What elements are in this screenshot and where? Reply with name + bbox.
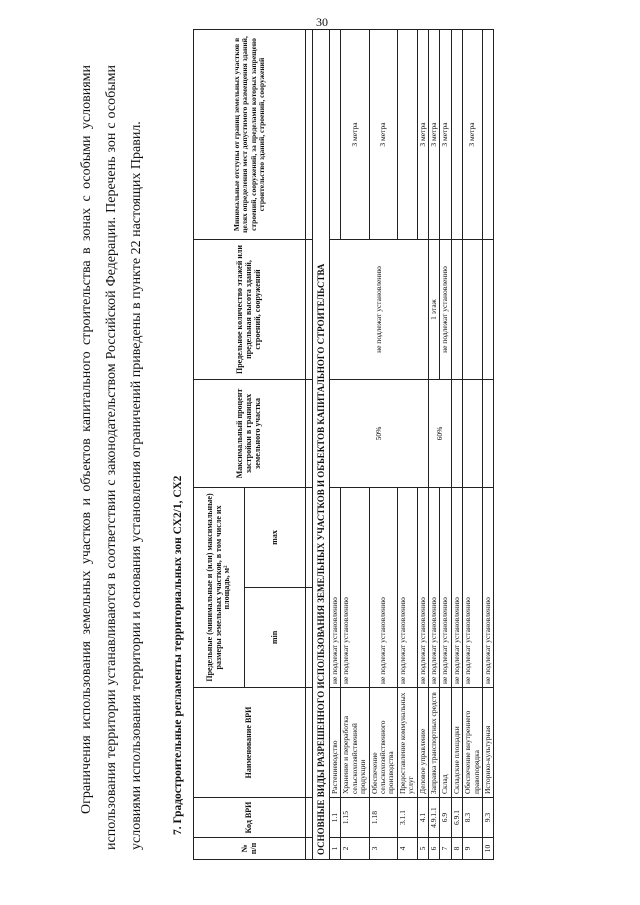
floors-cell: не подлежат установлению xyxy=(440,240,451,380)
row-code: 1.15 xyxy=(341,798,369,838)
setback-cell: 3 метра xyxy=(440,30,451,240)
section-title: ОСНОВНЫЕ ВИДЫ РАЗРЕШЕННОГО ИСПОЛЬЗОВАНИЯ ЗЕМЕЛЬНЫХ УЧАСТКОВ И ОБЪЕКТОВ КАПИТАЛЬНОГО СТРОИТЕЛЬСТВА xyxy=(313,30,330,860)
row-size: не подлежат установлению xyxy=(463,488,483,688)
page-number: 30 xyxy=(316,15,328,29)
section-row xyxy=(313,30,330,860)
header-name: Наименование ВРИ xyxy=(194,688,306,798)
row-code: 1.1 xyxy=(330,798,341,838)
row-name: Предоставление коммунальных услуг xyxy=(397,688,417,798)
setback-cell xyxy=(482,30,493,240)
row-name: Обеспечение сельскохозяйственного производства xyxy=(369,688,397,798)
setback-cell: 3 метра xyxy=(428,30,439,240)
intro-paragraph: Ограничения использования земельных участков и объектов капитального строительства в зонах с особыми условиями использования территории устанавливаются в соответствии с законодательством Российской Федерации. Перечень зон с особыми условиями использования территории и основания установления ограничений приведены в пункте 22 настоящих Правил. xyxy=(79,65,144,850)
row-code: 1.18 xyxy=(369,798,397,838)
setback-cell: 3 метра xyxy=(341,30,369,240)
header-size: Предельные (минимальные и (или) максимальные) размеры земельных участков, в том числе их площадь, м² xyxy=(194,488,245,688)
table-row xyxy=(330,30,341,860)
setback-cell xyxy=(451,30,462,240)
row-number: 4 xyxy=(397,838,417,860)
header-max: max xyxy=(245,488,306,588)
row-size: не подлежат установлению xyxy=(440,488,451,688)
row-number: 10 xyxy=(482,838,493,860)
row-number: 9 xyxy=(463,838,483,860)
row-code: 4.1 xyxy=(417,798,428,838)
table-caption: 7. Градостроительные регламенты территориальных зон СХ2/1, СХ2 xyxy=(172,475,184,835)
row-size: не подлежат установлению xyxy=(341,488,369,688)
floors-cell xyxy=(451,240,462,380)
header-percent: Максимальный процент застройки в границах земельного участка xyxy=(194,380,306,488)
row-number: 7 xyxy=(440,838,451,860)
row-name: Историко-культурная xyxy=(482,688,493,798)
table-row xyxy=(482,30,493,860)
row-name: Склад xyxy=(440,688,451,798)
row-size: не подлежат установлению xyxy=(330,488,341,688)
row-size: не подлежат установлению xyxy=(417,488,428,688)
row-number: 5 xyxy=(417,838,428,860)
floors-cell: 1 этаж xyxy=(428,240,439,380)
row-code: 6.9 xyxy=(440,798,451,838)
row-number: 8 xyxy=(451,838,462,860)
row-name: Деловое управление xyxy=(417,688,428,798)
row-size: не подлежат установлению xyxy=(482,488,493,688)
header-code: Код ВРИ xyxy=(194,798,306,838)
header-num: № п/п xyxy=(194,838,306,860)
percent-cell xyxy=(451,380,462,488)
column-index-row xyxy=(306,30,313,860)
percent-cell: 60% xyxy=(428,380,451,488)
setback-cell: 3 метра xyxy=(417,30,428,240)
setback-cell xyxy=(397,30,417,240)
row-name: Хранение и переработка сельскохозяйственной продукции xyxy=(341,688,369,798)
row-number: 6 xyxy=(428,838,439,860)
setback-cell xyxy=(330,30,341,240)
row-code: 6.9.1 xyxy=(451,798,462,838)
header-floors: Предельное количество этажей или предельная высота зданий, строений, сооружений xyxy=(194,240,306,380)
setback-cell: 3 метра xyxy=(463,30,483,240)
table-row xyxy=(428,30,439,860)
row-code: 9.3 xyxy=(482,798,493,838)
row-code: 3.1.1 xyxy=(397,798,417,838)
percent-cell xyxy=(482,380,493,488)
row-name: Складские площадки xyxy=(451,688,462,798)
row-size: не подлежат установлению xyxy=(428,488,439,688)
row-code: 4.9.1.1 xyxy=(428,798,439,838)
floors-cell xyxy=(463,240,483,380)
row-number: 1 xyxy=(330,838,341,860)
table-row xyxy=(451,30,462,860)
header-row-1 xyxy=(194,30,245,860)
row-name: Растениеводство xyxy=(330,688,341,798)
row-size: не подлежат установлению xyxy=(369,488,397,688)
percent-cell: 50% xyxy=(330,380,429,488)
regulations-table xyxy=(193,29,494,860)
row-size: не подлежат установлению xyxy=(397,488,417,688)
floors-cell: не подлежат установлению xyxy=(330,240,429,380)
percent-cell xyxy=(463,380,483,488)
row-number: 3 xyxy=(369,838,397,860)
table-row xyxy=(463,30,483,860)
row-name: Обеспечение внутреннего правопорядка xyxy=(463,688,483,798)
header-setback: Минимальные отступы от границ земельных участков в целях определения мест допустимого размещения зданий, строений, сооружений, за пределами которых запрещено строительство зданий, строений, сооружений xyxy=(194,30,306,240)
floors-cell xyxy=(482,240,493,380)
row-size: не подлежат установлению xyxy=(451,488,462,688)
header-min: min xyxy=(245,588,306,688)
row-name: Заправка транспортных средств xyxy=(428,688,439,798)
setback-cell: 3 метра xyxy=(369,30,397,240)
row-number: 2 xyxy=(341,838,369,860)
row-code: 8.3 xyxy=(463,798,483,838)
